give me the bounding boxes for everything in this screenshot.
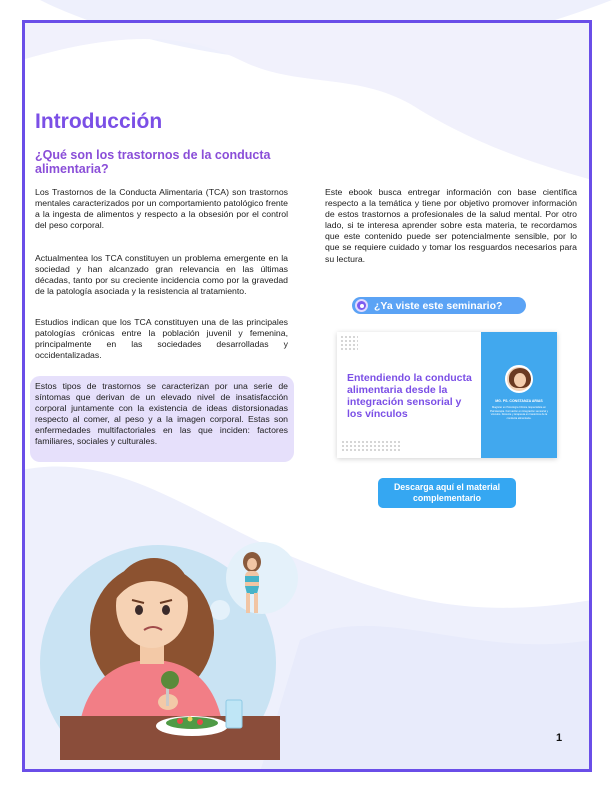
speaker-bio: Magíster en Psicología Clínica. Especialista en Psicoterapia. Formación en integración sensorial y vínculos. Docente y terapeuta en trastornos de la conducta alimentaria. [489, 406, 549, 420]
seminar-card-title: Entendiendo la conducta alimentaria desde la integración sensorial y los vínculos [347, 372, 472, 420]
page-number: 1 [556, 732, 563, 744]
seminar-pill[interactable] [352, 297, 526, 314]
woman-eating-salad-illustration [40, 520, 310, 760]
intro-paragraph-1: Los Trastornos de la Conducta Alimentaria (TCA) son trastornos mentales caracterizados por un comportamiento patológico frente a la ingesta de alimentos y respecto a la obsesión por el control del peso corporal. [35, 187, 288, 231]
dot-pattern [340, 335, 358, 351]
seminar-pill-label: ¿Ya viste este seminario? [374, 299, 503, 312]
intro-paragraph-2: Actualmentea los TCA constituyen un problema emergente en la sociedad y han alcanzado gran relevancia en las últimas décadas, tanto por su creciente incidencia como por la gravedad de la patología asociada y la resistencia al tratamiento. [35, 253, 288, 297]
callout-text: Estos tipos de trastornos se caracterizan por una serie de síntomas que derivan de un elevado nivel de insatisfacción corporal juntamente con la existencia de ideas distorsionadas respecto al comer, al peso y a la imagen corporal. Estas son enfermedades multifactoriales en las que inciden: factores familiares, sociales y culturales. [35, 381, 288, 447]
intro-paragraph-3: Estudios indican que los TCA constituyen una de las principales patologías crónicas entre la población juvenil y femenina, principalmente en las sociedades desarrolladas y occidentalizadas. [35, 317, 288, 361]
section-subtitle: ¿Qué son los trastornos de la conducta alimentaria? [35, 148, 271, 176]
seminar-card[interactable] [337, 332, 557, 458]
ebook-purpose-paragraph: Este ebook busca entregar información con base científica respecto a la temática y tiene por objetivo promover información de estos trastornos a profesionales de la salud mental. Por otro lado, si te interesa aprender sobre esta materia, te recordamos que este contenido puede ser potencialmente sensible, por lo que se requiere cuidado y tomar los resguardos necesarios para su lectura. [325, 187, 577, 264]
seminar-card-speaker-panel [481, 332, 557, 458]
speaker-avatar [505, 365, 533, 393]
page-title: Introducción [35, 110, 163, 133]
download-material-button[interactable]: Descarga aquí el material complementario [378, 478, 516, 508]
target-icon [355, 299, 368, 312]
speaker-name: MG. PS. CONSTANZA ARIAS [495, 399, 543, 403]
dot-pattern [341, 440, 401, 452]
